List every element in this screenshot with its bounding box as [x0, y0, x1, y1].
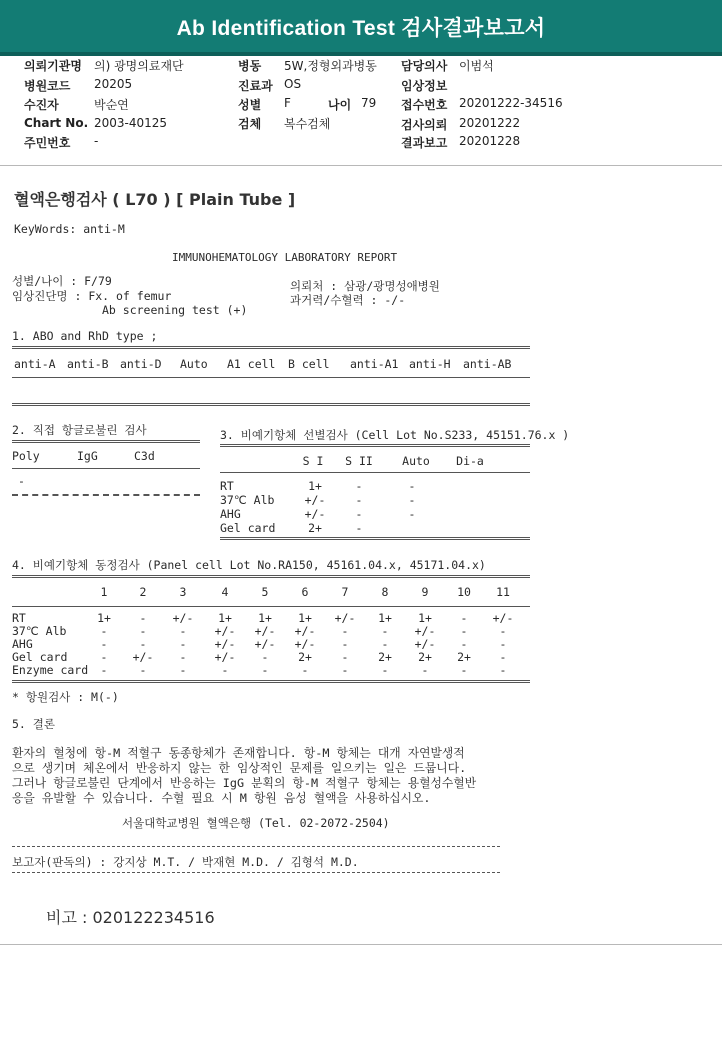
panel-cell: -: [499, 663, 507, 677]
report-date-value: 20201228: [459, 134, 521, 148]
panel-cell: 2+: [457, 650, 471, 664]
diagnosis-line: 임상진단명 : Fx. of femur: [12, 289, 172, 303]
age-label: 나이: [328, 98, 352, 112]
abo-header: anti-H: [409, 357, 451, 371]
screen-cell: +/-: [304, 507, 326, 521]
abo-header: A1 cell: [227, 357, 276, 371]
section-screen-title: 3. 비예기항체 선별검사 (Cell Lot No.S233, 45151.76.x ): [220, 428, 570, 442]
history-line: 과거력/수혈력 : -/-: [290, 293, 406, 307]
screen-cell: 1+: [308, 479, 322, 493]
section-conclusion-title: 5. 결론: [12, 717, 55, 731]
sex-label: 성별: [238, 98, 262, 112]
screen-header: Di-a: [456, 454, 484, 468]
panel-cell: 1+: [258, 611, 272, 625]
ward-label: 병동: [238, 59, 262, 73]
panel-header: 11: [496, 585, 510, 599]
panel-cell: -: [179, 650, 187, 664]
divider-bottom: [0, 944, 722, 945]
screen-rule-top: [220, 444, 530, 447]
panel-cell: +/-: [334, 611, 356, 625]
report-date-label: 결과보고: [401, 136, 448, 150]
panel-cell: -: [139, 663, 147, 677]
panel-cell: -: [100, 650, 108, 664]
panel-header: 3: [179, 585, 187, 599]
panel-cell: -: [381, 663, 389, 677]
panel-cell: -: [261, 663, 269, 677]
panel-header: 1: [100, 585, 108, 599]
lab-report-title: IMMUNOHEMATOLOGY LABORATORY REPORT: [172, 251, 398, 264]
panel-cell: -: [421, 663, 429, 677]
panel-cell: +/-: [214, 624, 236, 638]
request-value: 20201222: [459, 116, 521, 130]
screen-cell: -: [355, 479, 363, 493]
panel-rule-top: [12, 575, 530, 578]
panel-cell: 1+: [298, 611, 312, 625]
abo-header: anti-D: [120, 357, 162, 371]
panel-cell: -: [100, 624, 108, 638]
panel-row-label: Gel card: [12, 650, 68, 664]
screen-row-label: 37℃ Alb: [220, 493, 275, 507]
screen-rule-bottom: [220, 537, 530, 540]
section-dat-title: 2. 직접 항글로불린 검사: [12, 423, 147, 437]
sex-age-line: 성별/나이 : F/79: [12, 274, 112, 288]
panel-cell: +/-: [294, 624, 316, 638]
screen-cell: -: [408, 479, 416, 493]
screen-cell: -: [408, 507, 416, 521]
panel-cell: -: [460, 624, 468, 638]
panel-header: 6: [301, 585, 309, 599]
panel-cell: 1+: [97, 611, 111, 625]
screen-row-label: AHG: [220, 507, 241, 521]
abo-rule-mid: [12, 377, 530, 378]
antigen-line: * 항원검사 : M(-): [12, 690, 119, 704]
screen-cell: -: [355, 507, 363, 521]
panel-cell: +/-: [414, 637, 436, 651]
panel-rule-mid: [12, 606, 530, 607]
reporter-line: 보고자(판독의) : 강지상 M.T. / 박재현 M.D. / 김형석 M.D.: [12, 855, 359, 869]
panel-cell: -: [499, 624, 507, 638]
abo-header: anti-A1: [350, 357, 399, 371]
specimen-label: 검체: [238, 117, 262, 131]
abo-rule-bottom: [12, 403, 530, 406]
panel-header: 9: [421, 585, 429, 599]
panel-cell: +/-: [294, 637, 316, 651]
receipt-label: 접수번호: [401, 98, 448, 112]
panel-cell: -: [381, 637, 389, 651]
conclusion-line: 으로 생기며 체온에서 반응하지 않는 한 임상적인 문제를 일으키는 일은 드뭅니다.: [12, 761, 467, 775]
abo-header: anti-AB: [463, 357, 512, 371]
panel-cell: 2+: [298, 650, 312, 664]
panel-cell: +/-: [414, 624, 436, 638]
panel-cell: +/-: [132, 650, 154, 664]
chart-label: Chart No.: [24, 116, 89, 130]
report-title: Ab Identification Test 검사결과보고서: [176, 17, 546, 40]
institution-label: 의뢰기관명: [24, 59, 82, 73]
rrn-value: -: [94, 134, 99, 148]
report-banner: [0, 0, 722, 56]
dept-label: 진료과: [238, 79, 273, 93]
screen-header: S I: [302, 454, 324, 468]
dat-rule-top: [12, 440, 200, 443]
panel-cell: 1+: [218, 611, 232, 625]
panel-cell: 2+: [378, 650, 392, 664]
remark: 비고 : 020122234516: [46, 908, 215, 927]
panel-rule-bottom: [12, 680, 530, 683]
reporter-rule-top: [12, 846, 500, 847]
patient-name-label: 수진자: [24, 98, 59, 112]
abo-header: anti-A: [14, 357, 56, 371]
panel-cell: -: [179, 637, 187, 651]
rrn-label: 주민번호: [24, 136, 71, 150]
screen-cell: -: [408, 493, 416, 507]
dat-header: C3d: [134, 449, 155, 463]
panel-cell: +/-: [254, 637, 276, 651]
panel-cell: -: [341, 663, 349, 677]
panel-cell: -: [341, 650, 349, 664]
panel-header: 4: [221, 585, 229, 599]
panel-row-label: 37℃ Alb: [12, 624, 67, 638]
panel-cell: -: [100, 663, 108, 677]
diagnosis-line-2: Ab screening test (+): [102, 303, 248, 317]
abo-header: B cell: [288, 357, 330, 371]
section-panel-title: 4. 비예기항체 동정검사 (Panel cell Lot No.RA150, 45161.04.x, 45171.04.x): [12, 558, 486, 572]
panel-header: 10: [457, 585, 471, 599]
test-title: 혈액은행검사 ( L70 ) [ Plain Tube ]: [14, 190, 296, 209]
screen-cell: -: [355, 521, 363, 535]
panel-cell: -: [139, 624, 147, 638]
screen-cell: +/-: [304, 493, 326, 507]
panel-cell: -: [460, 637, 468, 651]
panel-cell: 1+: [378, 611, 392, 625]
screen-row-label: RT: [220, 479, 234, 493]
panel-cell: -: [341, 637, 349, 651]
panel-header: 2: [139, 585, 147, 599]
abo-header: anti-B: [67, 357, 109, 371]
age-value: 79: [361, 96, 377, 110]
request-place-line: 의뢰처 : 삼광/광명성애병원: [290, 279, 440, 293]
panel-cell: -: [301, 663, 309, 677]
panel-cell: +/-: [254, 624, 276, 638]
dat-value: -: [18, 474, 25, 488]
clinical-label: 임상정보: [401, 79, 448, 93]
screen-cell: -: [355, 493, 363, 507]
doctor-label: 담당의사: [401, 59, 448, 73]
panel-cell: -: [139, 637, 147, 651]
keywords: KeyWords: anti-M: [14, 222, 125, 236]
abo-rule-top: [12, 346, 530, 349]
panel-cell: +/-: [214, 650, 236, 664]
dat-rule-bottom: [12, 494, 200, 496]
screen-header: S II: [345, 454, 373, 468]
panel-cell: +/-: [172, 611, 194, 625]
specimen-value: 복수검체: [284, 117, 331, 131]
dat-header: Poly: [12, 449, 40, 463]
panel-cell: -: [341, 624, 349, 638]
panel-row-label: RT: [12, 611, 26, 625]
doctor-value: 이범석: [459, 59, 494, 73]
panel-cell: -: [261, 650, 269, 664]
panel-cell: 2+: [418, 650, 432, 664]
sex-value: F: [284, 96, 291, 110]
dat-header: IgG: [77, 449, 98, 463]
screen-header: Auto: [402, 454, 430, 468]
panel-cell: +/-: [214, 637, 236, 651]
panel-cell: -: [221, 663, 229, 677]
panel-header: 8: [381, 585, 389, 599]
panel-cell: 1+: [418, 611, 432, 625]
panel-header: 7: [341, 585, 349, 599]
conclusion-line: 그러나 항글로불린 단계에서 반응하는 IgG 분획의 항-M 적혈구 항체는 용혈성수혈반: [12, 776, 477, 790]
dept-value: OS: [284, 77, 302, 91]
screen-rule-mid: [220, 472, 530, 473]
hospital-line: 서울대학교병원 혈액은행 (Tel. 02-2072-2504): [122, 816, 390, 830]
panel-header: 5: [261, 585, 269, 599]
screen-row-label: Gel card: [220, 521, 276, 535]
hospital-code-value: 20205: [94, 77, 133, 91]
reporter-rule-bottom: [12, 872, 500, 873]
panel-cell: -: [139, 611, 147, 625]
panel-cell: +/-: [492, 611, 514, 625]
patient-name-value: 박순연: [94, 98, 129, 112]
receipt-value: 20201222-34516: [459, 96, 563, 110]
panel-row-label: AHG: [12, 637, 33, 651]
request-label: 검사의뢰: [401, 118, 448, 132]
conclusion-line: 응을 유발할 수 있습니다. 수혈 필요 시 M 항원 음성 혈액을 사용하십시오.: [12, 791, 431, 805]
abo-header: Auto: [180, 357, 208, 371]
panel-cell: -: [179, 624, 187, 638]
panel-cell: -: [381, 624, 389, 638]
conclusion-line: 환자의 혈청에 항-M 적혈구 동종항체가 존재합니다. 항-M 항체는 대개 자연발생적: [12, 746, 465, 760]
panel-cell: -: [179, 663, 187, 677]
divider-top: [0, 165, 722, 166]
ward-value: 5W,정형외과병동: [284, 59, 377, 73]
panel-cell: -: [460, 611, 468, 625]
dat-rule-mid: [12, 468, 200, 469]
screen-cell: 2+: [308, 521, 322, 535]
panel-cell: -: [460, 663, 468, 677]
institution-value: 의) 광명의료재단: [94, 59, 184, 73]
hospital-code-label: 병원코드: [24, 79, 71, 93]
panel-cell: -: [499, 637, 507, 651]
panel-cell: -: [499, 650, 507, 664]
panel-cell: -: [100, 637, 108, 651]
section-abo-title: 1. ABO and RhD type ;: [12, 329, 158, 343]
panel-row-label: Enzyme card: [12, 663, 89, 677]
chart-value: 2003-40125: [94, 116, 168, 130]
